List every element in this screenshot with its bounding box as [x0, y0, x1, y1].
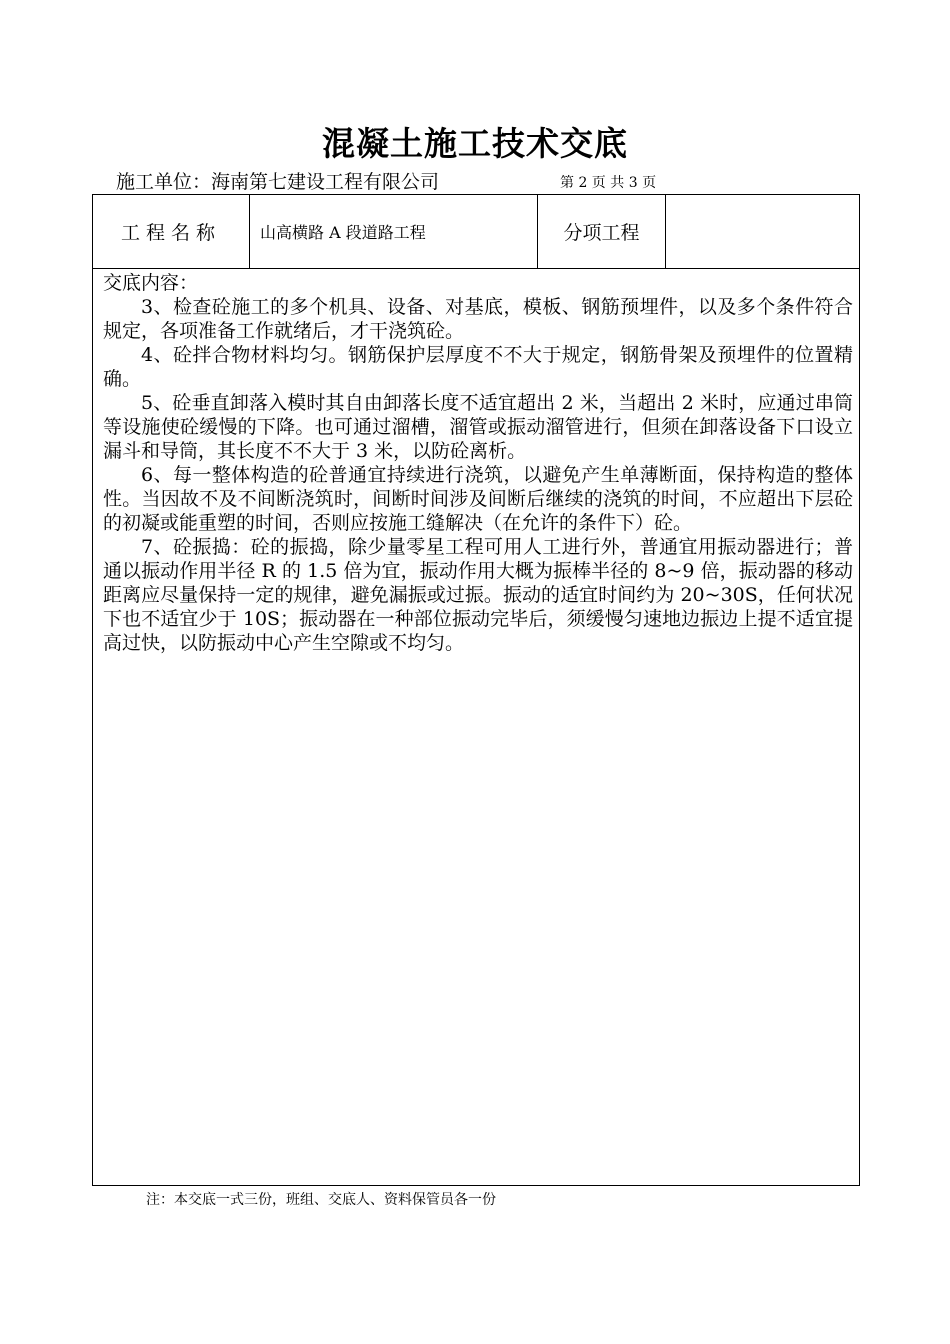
page-info: 第 2 页 共 3 页 [560, 175, 657, 191]
project-name-value: 山高横路 A 段道路工程 [250, 195, 538, 268]
table-header-row [93, 195, 859, 269]
document-title: 混凝土施工技术交底 [322, 124, 628, 163]
content-paragraph: 3、检查砼施工的多个机具、设备、对基底，模板、钢筋预埋件，以及多个条件符合规定，各项准备工作就绪后，才干浇筑砼。 [103, 296, 853, 342]
content-paragraph: 7、砼振捣：砼的振捣，除少量零星工程可用人工进行外，普通宜用振动器进行；普通以振动作用半径 R 的 1.5 倍为宜，振动作用大概为振棒半径的 8~9 倍，振动器的移动距离应尽量保持一定的规律，避免漏振或过振。振动的适宜时间约为 20~30S，任何状况下也不适宜少于 10S；振动器在一种部位振动完毕后，须缓慢匀速地边振边上提不适宜提高过快，以防振动中心产生空隙或不均匀。 [103, 536, 853, 654]
content-paragraph: 4、砼拌合物材料均匀。钢筋保护层厚度不不大于规定，钢筋骨架及预埋件的位置精确。 [103, 344, 853, 390]
sub-project-value [666, 195, 860, 268]
project-name-label: 工程名称 [93, 195, 250, 268]
disclosure-table [92, 194, 860, 1186]
content-paragraph: 5、砼垂直卸落入模时其自由卸落长度不适宜超出 2 米，当超出 2 米时，应通过串筒等设施使砼缓慢的下降。也可通过溜槽，溜管或振动溜管进行，但须在卸落设备下口设立漏斗和导筒，其长度不不大于 3 米，以防砼离析。 [103, 392, 853, 462]
content-paragraph: 6、每一整体构造的砼普通宜持续进行浇筑，以避免产生单薄断面，保持构造的整体性。当因故不及不间断浇筑时，间断时间涉及间断后继续的浇筑的时间，不应超出下层砼的初凝或能重塑的时间，否则应按施工缝解决（在允许的条件下）砼。 [103, 464, 853, 534]
content-label: 交底内容： [103, 272, 199, 294]
construction-unit: 施工单位：海南第七建设工程有限公司 [116, 171, 440, 193]
sub-project-label: 分项工程 [538, 195, 666, 268]
disclosure-content [103, 271, 853, 655]
footnote: 注：本交底一式三份，班组、交底人、资料保管员各一份 [146, 1192, 496, 1208]
